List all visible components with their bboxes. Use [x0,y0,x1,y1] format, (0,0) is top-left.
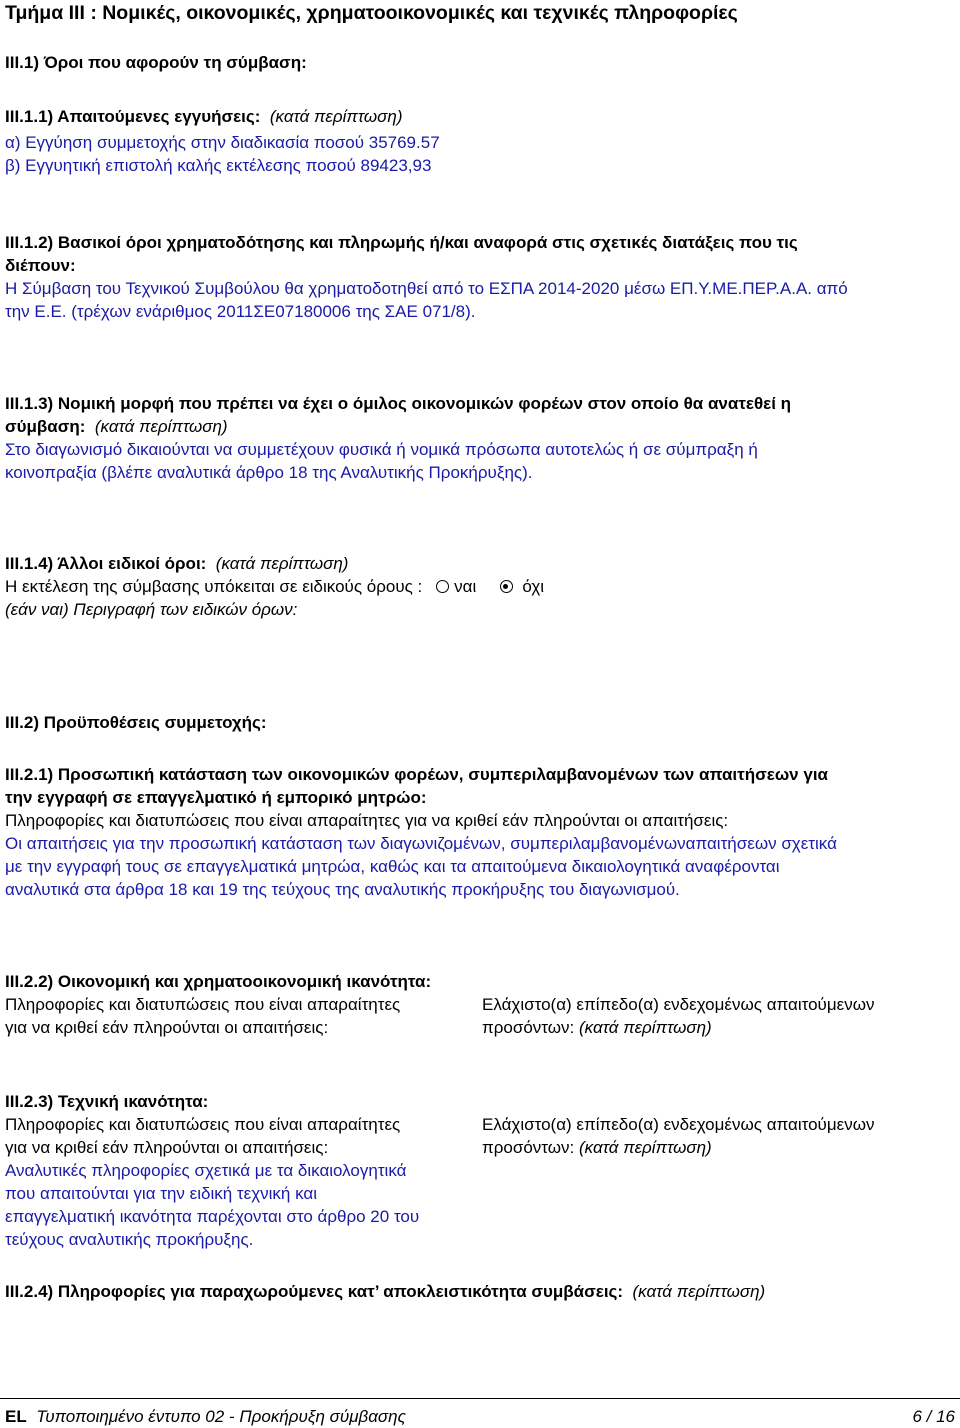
heading-text: ΙΙΙ.1.1) Απαιτούμενες εγγυήσεις: [5,107,261,126]
economic-info-1: Πληροφορίες και διατυπώσεις που είναι απαραίτητες [5,995,401,1014]
radio-no-label: όχι [522,577,545,596]
economic-min-level-1: Ελάχιστο(α) επίπεδο(α) ενδεχομένως απαιτούμενων [482,995,875,1014]
personal-status-text-3: αναλυτικά στα άρθρα 18 και 19 της τεύχους της αναλυτικής προκήρυξης του διαγωνισμού. [5,880,680,899]
heading-iii-2: ΙΙΙ.2) Προϋποθέσεις συμμετοχής: [5,713,267,732]
footer-form-name: Τυποποιημένο έντυπο 02 - Προκήρυξη σύμβασης [36,1407,406,1426]
technical-info-2: για να κριθεί εάν πληρούνται οι απαιτήσεις: [5,1138,329,1157]
legal-form-text-2: κοινοπραξία (βλέπε αναλυτικά άρθρο 18 της Αναλυτικής Προκήρυξης). [5,463,533,482]
footer-divider [0,1398,960,1399]
heading-iii-2-4 [5,1281,765,1303]
guarantee-b: β) Εγγυητική επιστολή καλής εκτέλεσης ποσού 89423,93 [5,156,432,175]
funding-text-1: Η Σύμβαση του Τεχνικού Συμβούλου θα χρηματοδοτηθεί από το ΕΣΠΑ 2014-2020 μέσω ΕΠ.Υ.ΜΕ.ΠΕΡ.Α.Α. από [5,279,848,298]
radio-yes-label: ναι [454,577,477,596]
heading-iii-1-1 [5,106,403,128]
note: (κατά περίπτωση) [579,1138,712,1157]
note: (κατά περίπτωση) [579,1018,712,1037]
heading-iii-2-3: ΙΙΙ.2.3) Τεχνική ικανότητα: [5,1092,209,1111]
note: (κατά περίπτωση) [94,417,228,436]
radio-yes[interactable] [436,580,449,593]
heading-iii-1-3-line2 [5,416,228,438]
page-footer [5,1406,955,1428]
economic-info-2: για να κριθεί εάν πληρούνται οι απαιτήσεις: [5,1018,329,1037]
heading-iii-1-4 [5,553,348,575]
note: (κατά περίπτωση) [215,554,349,573]
technical-text-1: Αναλυτικές πληροφορίες σχετικά με τα δικαιολογητικά [5,1161,407,1180]
technical-min-level-2 [482,1137,712,1159]
note: (κατά περίπτωση) [269,107,403,126]
heading-iii-1-2-line2: διέπουν: [5,256,76,275]
section-title: Τμήμα ΙΙΙ : Νομικές, οικονομικές, χρηματοοικονομικές και τεχνικές πληροφορίες [5,2,738,24]
technical-info-1: Πληροφορίες και διατυπώσεις που είναι απαραίτητες [5,1115,401,1134]
heading-iii-1: ΙΙΙ.1) Όροι που αφορούν τη σύμβαση: [5,53,307,72]
heading-iii-1-3-line1: ΙΙΙ.1.3) Νομική μορφή που πρέπει να έχει ο όμιλος οικονομικών φορέων στον οποίο θα ανατεθεί η [5,394,792,413]
radio-no[interactable] [500,580,513,593]
heading-text: ΙΙΙ.2.4) Πληροφορίες για παραχωρούμενες κατ’ αποκλειστικότητα συμβάσεις: [5,1282,624,1301]
heading-text: σύμβαση: [5,417,86,436]
heading-iii-1-2-line1: ΙΙΙ.1.2) Βασικοί όροι χρηματοδότησης και πληρωμής ή/και αναφορά στις σχετικές διατάξεις που τις [5,233,798,252]
info-label: Πληροφορίες και διατυπώσεις που είναι απαραίτητες για να κριθεί εάν πληρούνται οι απαιτήσεις: [5,811,729,830]
min-level-label: προσόντων: [482,1138,575,1157]
heading-iii-2-2: ΙΙΙ.2.2) Οικονομική και χρηματοοικονομική ικανότητα: [5,972,432,991]
footer-language: EL [5,1407,27,1426]
guarantee-a: α) Εγγύηση συμμετοχής στην διαδικασία ποσού 35769.57 [5,133,440,152]
min-level-label: προσόντων: [482,1018,575,1037]
technical-min-level-1: Ελάχιστο(α) επίπεδο(α) ενδεχομένως απαιτούμενων [482,1115,875,1134]
legal-form-text-1: Στο διαγωνισμό δικαιούνται να συμμετέχουν φυσικά ή νομικά πρόσωπα αυτοτελώς ή σε σύμπραξη ή [5,440,758,459]
question-text: Η εκτέλεση της σύμβασης υπόκειται σε ειδικούς όρους : [5,577,423,596]
technical-text-3: επαγγελματική ικανότητα παρέχονται στο άρθρο 20 του [5,1207,420,1226]
economic-min-level-2 [482,1017,712,1039]
personal-status-text-2: με την εγγραφή τους σε επαγγελματικά μητρώα, καθώς και τα απαιτούμενα δικαιολογητικά αναφέρονται [5,857,780,876]
note: (κατά περίπτωση) [632,1282,766,1301]
special-conditions-desc: (εάν ναι) Περιγραφή των ειδικών όρων: [5,600,298,619]
heading-iii-2-1-line1: ΙΙΙ.2.1) Προσωπική κατάσταση των οικονομικών φορέων, συμπεριλαμβανομένων των απαιτήσεων για [5,765,828,784]
technical-text-4: τεύχους αναλυτικής προκήρυξης. [5,1230,254,1249]
heading-text: ΙΙΙ.1.4) Άλλοι ειδικοί όροι: [5,554,207,573]
technical-text-2: που απαιτούνται για την ειδική τεχνική και [5,1184,317,1203]
page-number: 6 / 16 [912,1407,955,1426]
funding-text-2: την Ε.Ε. (τρέχων ενάριθμος 2011ΣΕ07180006 της ΣΑΕ 071/8). [5,302,476,321]
heading-iii-2-1-line2: την εγγραφή σε επαγγελματικό ή εμπορικό μητρώο: [5,788,427,807]
special-conditions-question [5,576,544,598]
personal-status-text-1: Οι απαιτήσεις για την προσωπική κατάσταση των διαγωνιζομένων, συμπεριλαμβανομένωναπαιτήσεων σχετικά [5,834,837,853]
